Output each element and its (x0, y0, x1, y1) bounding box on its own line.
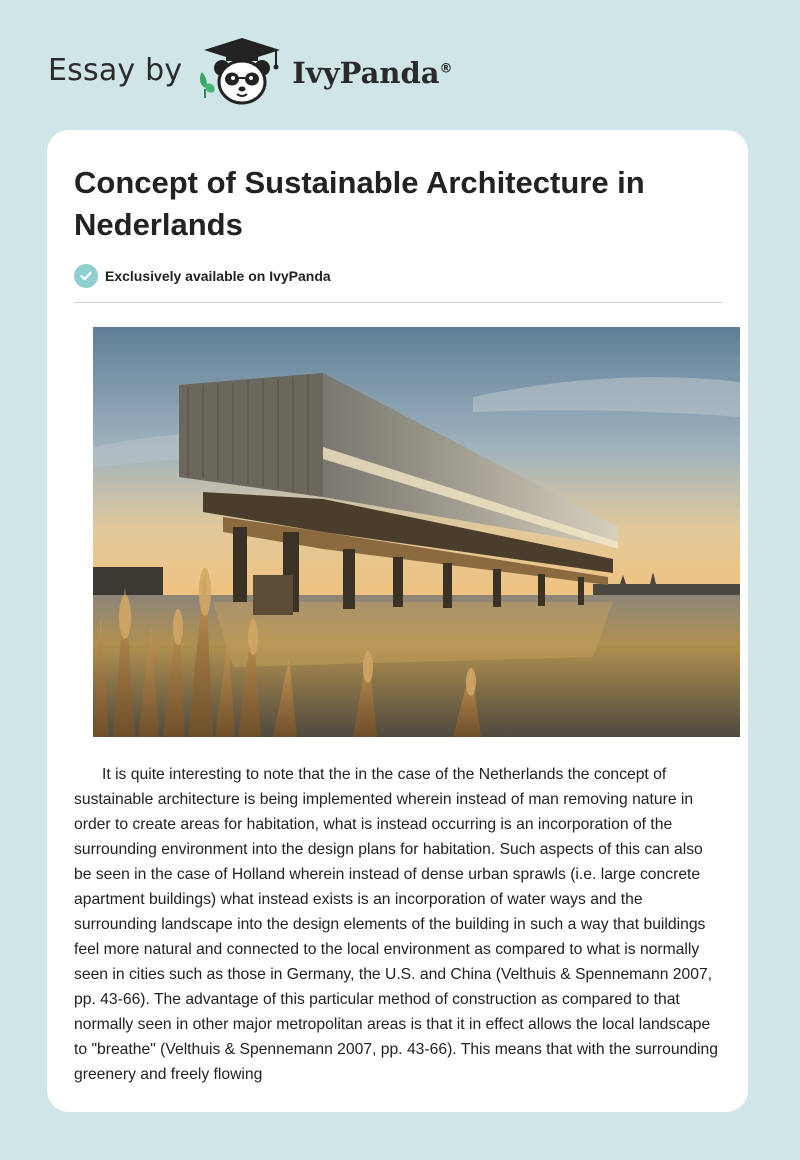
exclusive-badge-label: Exclusively available on IvyPanda (105, 268, 331, 284)
ivy-leaf-icon (200, 72, 215, 98)
check-circle-icon (74, 264, 98, 288)
site-header (48, 36, 453, 108)
brand-name[interactable]: IvyPanda® (292, 56, 453, 90)
page-title: Concept of Sustainable Architecture in Nederlands (74, 165, 645, 242)
registered-mark: ® (439, 61, 453, 77)
exclusive-badge (74, 264, 331, 288)
panda-logo-icon[interactable] (196, 36, 288, 108)
title-divider (74, 302, 722, 303)
article-paragraph: It is quite interesting to note that the in the case of the Netherlands the concept of sustainable architecture is being implemented wherein instead of man removing nature in order to create areas for habitation, what is instead occurring is an incorporation of the surrounding environment into the design plans for habitation. Such aspects of this can also be seen in the case of Holland wherein instead of dense urban sprawls (i.e. large concrete apartment buildings) what instead exists is an incorporation of water ways and the surrounding landscape into the design elements of the building in such a way that buildings feel more natural and connected to the local environment as compared to what is normally seen in cities such as those in Germany, the U.S. and China (Velthuis & Spennemann 2007, pp. 43-66). The advantage of this particular method of construction as compared to that normally seen in other major metropolitan areas is that it in effect allows the local landscape to "breathe" (Velthuis & Spennemann 2007, pp. 43-66). This means that with the surrounding greenery and freely flowing (74, 766, 718, 1083)
building-on-water-photo (93, 327, 740, 737)
essay-by-label: Essay by (48, 52, 183, 88)
article-card (47, 130, 748, 1112)
